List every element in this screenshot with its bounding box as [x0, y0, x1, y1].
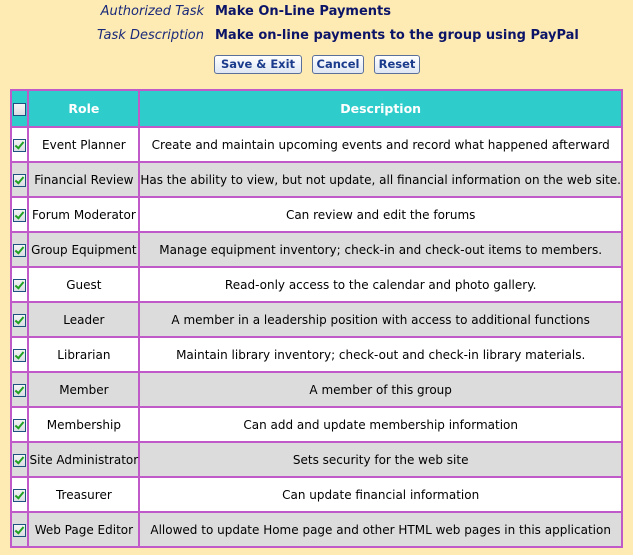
role-description-cell: Maintain library inventory; check-out and check-in library materials.: [139, 337, 622, 372]
role-checkbox-cell: [11, 162, 28, 197]
role-description-cell: A member in a leadership position with access to additional functions: [139, 302, 622, 337]
role-checkbox[interactable]: [13, 244, 26, 257]
table-row: [11, 337, 622, 372]
role-name-cell: Financial Review: [28, 162, 139, 197]
table-row: [11, 442, 622, 477]
role-checkbox-cell: [11, 442, 28, 477]
cancel-button[interactable]: Cancel: [312, 55, 364, 74]
role-name-cell: Event Planner: [28, 127, 139, 162]
role-description-cell: Has the ability to view, but not update, all financial information on the web site.: [139, 162, 622, 197]
role-description-cell: Read-only access to the calendar and photo gallery.: [139, 267, 622, 302]
role-checkbox[interactable]: [13, 209, 26, 222]
authorized-task-value: Make On-Line Payments: [215, 4, 391, 19]
role-description-cell: Create and maintain upcoming events and record what happened afterward: [139, 127, 622, 162]
role-checkbox-cell: [11, 267, 28, 302]
role-description-cell: Sets security for the web site: [139, 442, 622, 477]
role-checkbox[interactable]: [13, 489, 26, 502]
role-checkbox-cell: [11, 372, 28, 407]
role-checkbox-cell: [11, 302, 28, 337]
role-checkbox[interactable]: [13, 174, 26, 187]
table-row: [11, 267, 622, 302]
role-name-cell: Guest: [28, 267, 139, 302]
table-row: [11, 407, 622, 442]
authorized-task-label: Authorized Task: [100, 4, 204, 19]
role-name-cell: Leader: [28, 302, 139, 337]
table-header-row: [11, 90, 622, 127]
table-row: [11, 372, 622, 407]
reset-button[interactable]: Reset: [374, 55, 420, 74]
table-row: [11, 197, 622, 232]
role-description-cell: Allowed to update Home page and other HTML web pages in this application: [139, 512, 622, 547]
select-all-header: [11, 90, 28, 127]
role-checkbox-cell: [11, 512, 28, 547]
role-checkbox[interactable]: [13, 454, 26, 467]
role-checkbox[interactable]: [13, 139, 26, 152]
role-checkbox-cell: [11, 477, 28, 512]
role-checkbox-cell: [11, 407, 28, 442]
role-name-cell: Forum Moderator: [28, 197, 139, 232]
role-checkbox-cell: [11, 197, 28, 232]
role-name-cell: Treasurer: [28, 477, 139, 512]
role-column-header: Role: [28, 90, 139, 127]
roles-table: [10, 89, 623, 548]
role-checkbox[interactable]: [13, 279, 26, 292]
table-row: [11, 162, 622, 197]
role-checkbox[interactable]: [13, 349, 26, 362]
role-name-cell: Member: [28, 372, 139, 407]
description-column-header: Description: [139, 90, 622, 127]
select-all-checkbox[interactable]: [13, 103, 26, 116]
role-name-cell: Web Page Editor: [28, 512, 139, 547]
role-description-cell: A member of this group: [139, 372, 622, 407]
action-buttons: [214, 55, 420, 75]
task-description-label: Task Description: [96, 28, 204, 43]
role-name-cell: Librarian: [28, 337, 139, 372]
table-row: [11, 477, 622, 512]
role-checkbox[interactable]: [13, 384, 26, 397]
table-row: [11, 512, 622, 547]
role-name-cell: Group Equipment: [28, 232, 139, 267]
role-checkbox-cell: [11, 127, 28, 162]
role-checkbox[interactable]: [13, 419, 26, 432]
role-description-cell: Can update financial information: [139, 477, 622, 512]
role-checkbox[interactable]: [13, 524, 26, 537]
roles-table-body: [11, 127, 622, 547]
role-checkbox[interactable]: [13, 314, 26, 327]
role-description-cell: Can add and update membership information: [139, 407, 622, 442]
save-exit-button[interactable]: Save & Exit: [214, 55, 302, 74]
table-row: [11, 232, 622, 267]
role-checkbox-cell: [11, 232, 28, 267]
role-checkbox-cell: [11, 337, 28, 372]
role-description-cell: Can review and edit the forums: [139, 197, 622, 232]
task-description-row: [0, 25, 633, 47]
role-description-cell: Manage equipment inventory; check-in and check-out items to members.: [139, 232, 622, 267]
task-description-value: Make on-line payments to the group using PayPal: [215, 28, 579, 43]
role-name-cell: Membership: [28, 407, 139, 442]
table-row: [11, 302, 622, 337]
authorized-task-row: [0, 1, 633, 23]
role-name-cell: Site Administrator: [28, 442, 139, 477]
table-row: [11, 127, 622, 162]
